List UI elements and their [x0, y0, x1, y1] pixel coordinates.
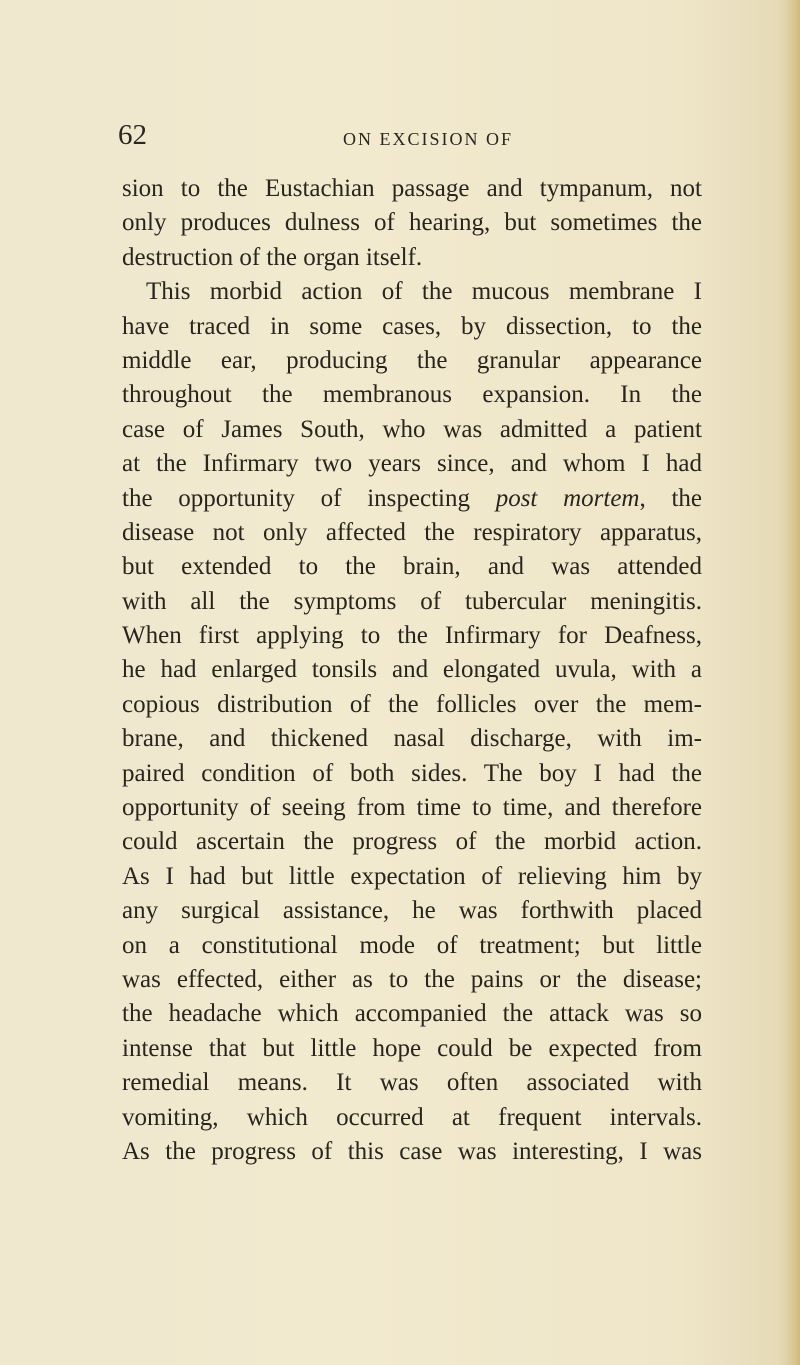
- text-line: have traced in some cases, by dissection, to the: [122, 312, 702, 340]
- text-segment: the opportunity of inspecting: [122, 484, 496, 512]
- text-line: destruction of the organ itself.: [122, 243, 423, 271]
- text-line: vomiting, which occurred at frequent intervals.: [122, 1103, 702, 1131]
- text-line: he had enlarged tonsils and elongated uvula, with a: [122, 656, 702, 684]
- text-line: could ascertain the progress of the morbid action.: [122, 828, 702, 856]
- text-segment: , the: [639, 484, 702, 512]
- text-line: disease not only affected the respiratory apparatus,: [122, 518, 702, 546]
- text-line: but extended to the brain, and was attended: [122, 553, 702, 581]
- text-line: throughout the membranous expansion. In the: [122, 381, 702, 409]
- text-line: opportunity of seeing from time to time, and therefore: [122, 794, 702, 822]
- text-line: paired condition of both sides. The boy I had the: [122, 759, 702, 787]
- page-edge-shadow: [786, 0, 800, 1365]
- text-line: copious distribution of the follicles over the mem-: [122, 690, 702, 718]
- text-line: When first applying to the Infirmary for Deafness,: [122, 622, 702, 650]
- paragraph-start-line: This morbid action of the mucous membrane I: [146, 278, 702, 306]
- text-line: was effected, either as to the pains or the disease;: [122, 965, 702, 993]
- text-line: on a constitutional mode of treatment; but little: [122, 931, 702, 959]
- text-line-with-italic: [122, 482, 702, 516]
- italic-phrase: post mortem: [495, 484, 640, 512]
- body-text: [122, 172, 702, 1169]
- text-line: at the Infirmary two years since, and whom I had: [122, 450, 702, 478]
- text-line: remedial means. It was often associated with: [122, 1069, 702, 1097]
- running-title: ON EXCISION OF: [343, 129, 514, 149]
- text-line: with all the symptoms of tubercular meningitis.: [122, 587, 702, 615]
- page-number: 62: [118, 119, 147, 151]
- text-line: sion to the Eustachian passage and tympanum, not: [122, 175, 702, 202]
- text-line: the headache which accompanied the attack was so: [122, 1000, 702, 1028]
- text-line: intense that but little hope could be expected from: [122, 1034, 702, 1062]
- text-line: case of James South, who was admitted a patient: [122, 415, 702, 443]
- text-line: brane, and thickened nasal discharge, with im-: [122, 725, 702, 753]
- running-head: [118, 118, 718, 158]
- text-line: middle ear, producing the granular appearance: [122, 346, 702, 374]
- text-line: As the progress of this case was interesting, I was: [122, 1137, 702, 1165]
- text-line: any surgical assistance, he was forthwith placed: [122, 897, 702, 925]
- text-line: only produces dulness of hearing, but sometimes the: [122, 209, 702, 237]
- text-line: As I had but little expectation of relieving him by: [122, 862, 702, 890]
